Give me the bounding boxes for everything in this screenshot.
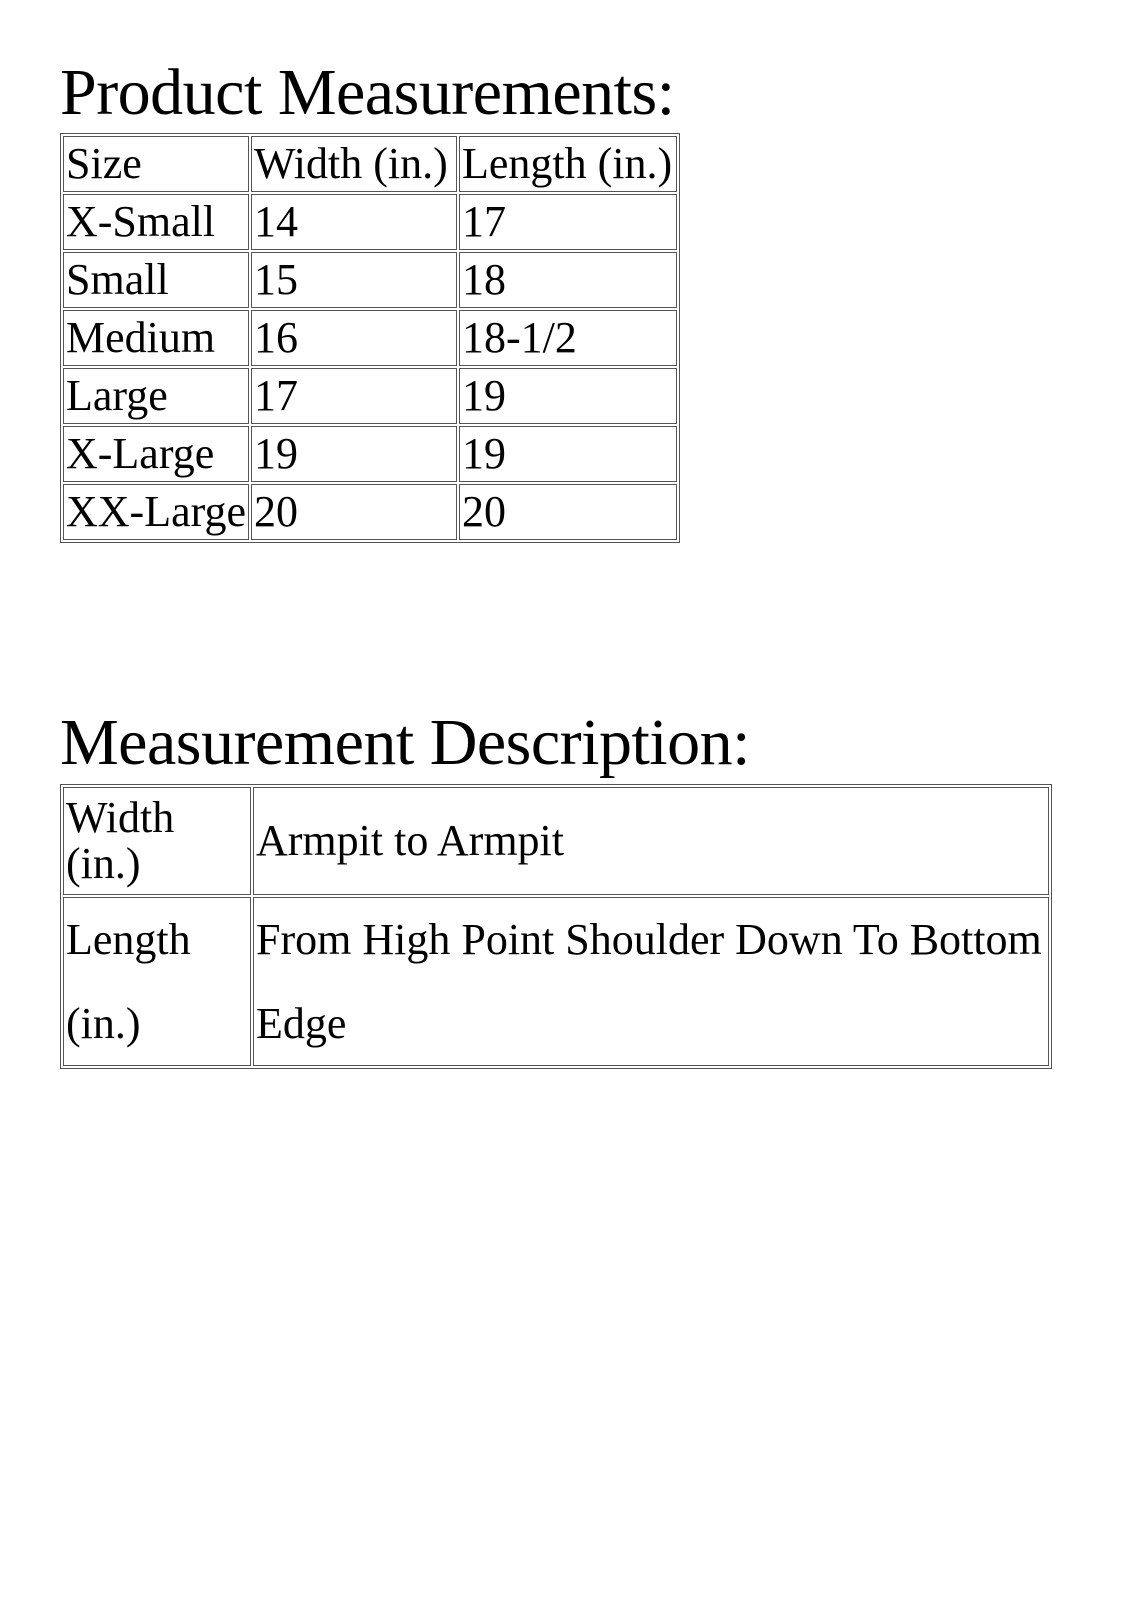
length-cell: 17: [459, 194, 677, 250]
table-row: [63, 368, 677, 424]
size-measurements-table: [60, 133, 680, 543]
size-cell: XX-Large: [63, 484, 249, 540]
term-cell: Width (in.): [63, 787, 251, 895]
table-row: [63, 310, 677, 366]
table-row: [63, 897, 1049, 1066]
term-cell: Length (in.): [63, 897, 251, 1066]
measurement-description-heading: Measurement Description:: [60, 706, 750, 779]
header-length: Length (in.): [459, 136, 677, 192]
size-cell: Small: [63, 252, 249, 308]
product-measurements-heading: Product Measurements:: [60, 56, 675, 129]
width-cell: 20: [251, 484, 457, 540]
width-cell: 16: [251, 310, 457, 366]
table-row: [63, 194, 677, 250]
size-cell: Medium: [63, 310, 249, 366]
width-cell: 15: [251, 252, 457, 308]
table-row: [63, 787, 1049, 895]
description-cell: From High Point Shoulder Down To Bottom Edge: [253, 897, 1049, 1066]
width-cell: 17: [251, 368, 457, 424]
size-cell: X-Large: [63, 426, 249, 482]
description-cell: Armpit to Armpit: [253, 787, 1049, 895]
size-cell: Large: [63, 368, 249, 424]
width-cell: 19: [251, 426, 457, 482]
header-size: Size: [63, 136, 249, 192]
table-row: [63, 426, 677, 482]
table-row: [63, 252, 677, 308]
table-row: [63, 484, 677, 540]
measurement-description-table: [60, 784, 1052, 1069]
length-cell: 19: [459, 426, 677, 482]
length-cell: 18-1/2: [459, 310, 677, 366]
header-width: Width (in.): [251, 136, 457, 192]
size-cell: X-Small: [63, 194, 249, 250]
length-cell: 18: [459, 252, 677, 308]
width-cell: 14: [251, 194, 457, 250]
length-cell: 20: [459, 484, 677, 540]
table-header-row: [63, 136, 677, 192]
length-cell: 19: [459, 368, 677, 424]
